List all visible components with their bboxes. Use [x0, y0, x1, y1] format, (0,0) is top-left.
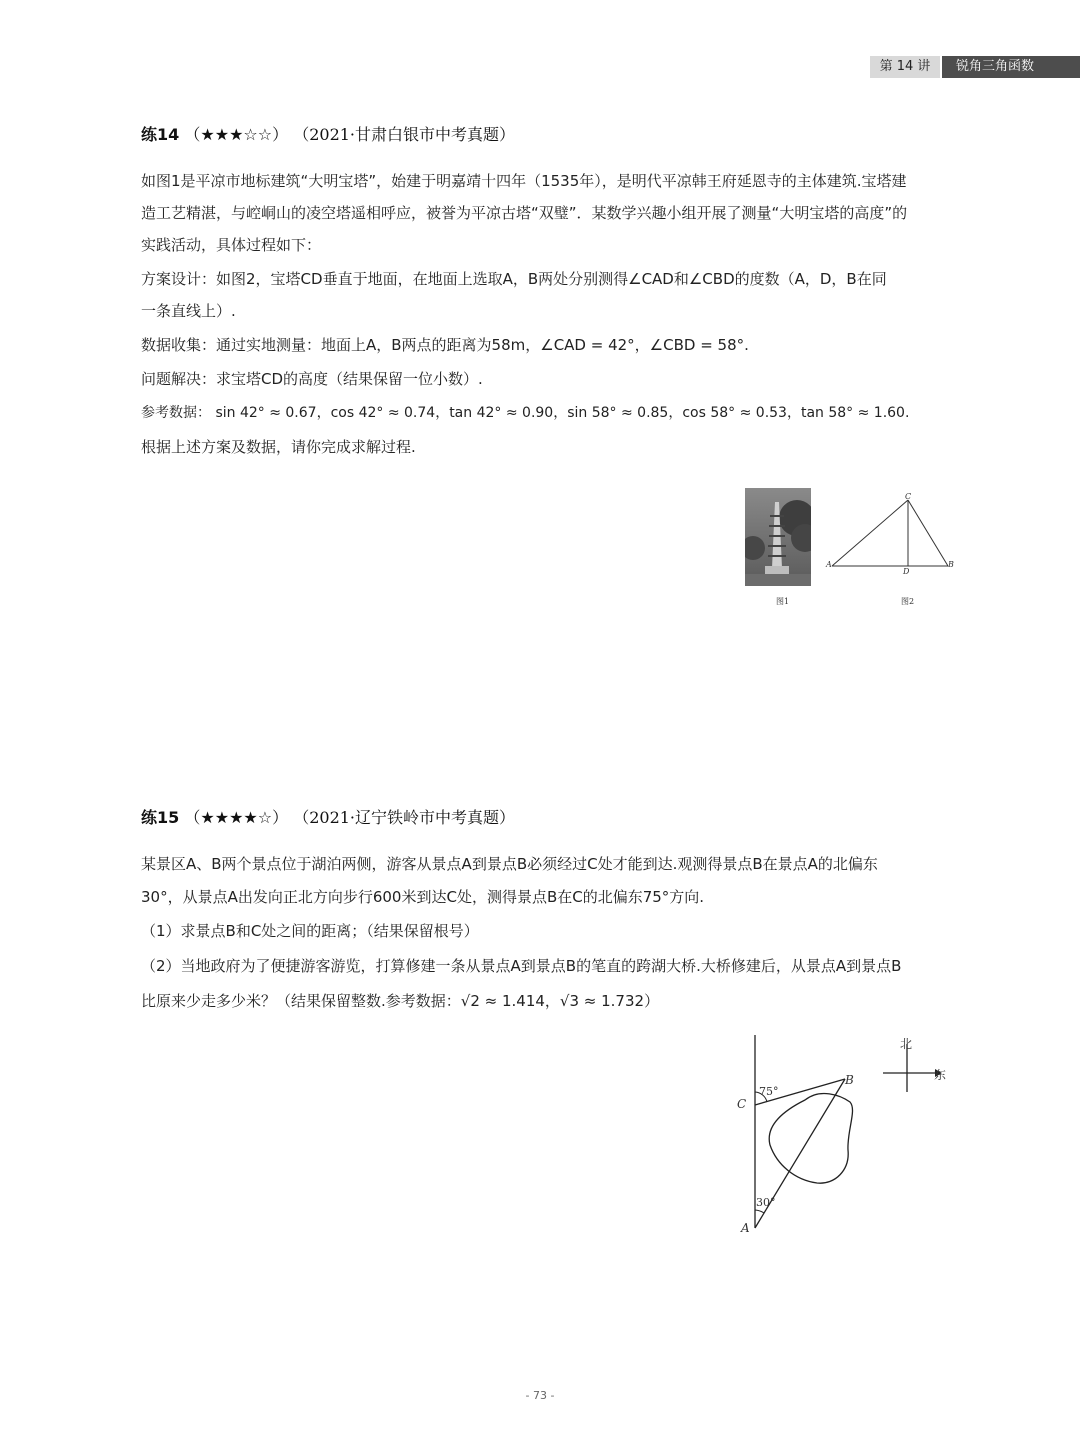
point-label-b: B	[948, 560, 954, 569]
exercise-14-line: 实践活动，具体过程如下：	[141, 236, 322, 254]
exercise-15-line: 30°，从景点A出发向正北方向步行600米到达C处，测得景点B在C的北偏东75°方向.	[141, 888, 705, 906]
figure-2-caption: 图2	[901, 597, 915, 606]
exercise-15-line: （1）求景点B和C处之间的距离；（结果保留根号）	[141, 922, 479, 940]
exercise-15-line: 比原来少走多少米？（结果保留整数.参考数据：√2 ≈ 1.414，√3 ≈ 1.732）	[141, 992, 660, 1010]
north-label: 北	[900, 1037, 913, 1051]
point-label-b: B	[845, 1073, 854, 1087]
exercise-14-source: （2021·甘肃白银市中考真题）	[293, 125, 516, 144]
figure-2-triangle	[822, 490, 962, 576]
exercise-15-line: 某景区A、B两个景点位于湖泊两侧，游客从景点A到景点B必须经过C处才能到达.观测得景点B在景点A的北偏东	[141, 855, 878, 873]
point-label-a: A	[826, 560, 832, 569]
exercise-14-label: 练14	[141, 125, 180, 144]
exercise-15-stars: （★★★★☆）	[184, 808, 289, 827]
point-label-d: D	[903, 567, 910, 576]
exercise-14-line: 数据收集：通过实地测量：地面上A，B两点的距离为58m，∠CAD = 42°，∠CBD = 58°.	[141, 336, 749, 354]
angle-30-label: 30°	[756, 1196, 776, 1209]
exercise-14-line: 方案设计：如图2，宝塔CD垂直于地面，在地面上选取A，B两处分别测得∠CAD和∠CBD的度数（A，D，B在同	[141, 270, 887, 288]
exercise-14-line: 一条直线上）.	[141, 302, 236, 320]
exercise-15-label: 练15	[141, 808, 180, 827]
figure-1-caption: 图1	[776, 597, 790, 606]
pagoda-photo	[745, 488, 811, 586]
exercise-14-title	[141, 122, 515, 145]
exercise-14-line: 问题解决：求宝塔CD的高度（结果保留一位小数）.	[141, 370, 483, 388]
east-label: 东	[934, 1068, 947, 1082]
exercise-15-source: （2021·辽宁铁岭市中考真题）	[293, 808, 516, 827]
exercise-14-line: 根据上述方案及数据，请你完成求解过程.	[141, 438, 416, 456]
page-number: - 73 -	[525, 1389, 555, 1402]
lesson-tab: 第 14 讲	[870, 56, 940, 78]
topic-tab: 锐角三角函数	[942, 56, 1080, 78]
exercise-14-stars: （★★★☆☆）	[184, 125, 289, 144]
exercise-14-line: 如图1是平凉市地标建筑“大明宝塔”，始建于明嘉靖十四年（1535年），是明代平凉韩王府延恩寺的主体建筑.宝塔建	[141, 172, 907, 190]
point-label-a: A	[741, 1221, 750, 1235]
point-label-c: C	[737, 1097, 747, 1111]
angle-75-label: 75°	[759, 1085, 779, 1098]
exercise-14-line: 造工艺精湛，与崆峒山的凌空塔遥相呼应，被誉为平凉古塔“双璧”．某数学兴趣小组开展了测量“大明宝塔的高度”的	[141, 204, 908, 222]
exercise-14-line: 参考数据： sin 42° ≈ 0.67，cos 42° ≈ 0.74，tan 42° ≈ 0.90，sin 58° ≈ 0.85，cos 58° ≈ 0.53，tan 58° ≈ 1.60.	[141, 405, 910, 421]
exercise-15-title	[141, 805, 515, 828]
point-label-c: C	[905, 492, 912, 501]
exercise-15-line: （2）当地政府为了便捷游客游览，打算修建一条从景点A到景点B的笔直的跨湖大桥.大桥修建后，从景点A到景点B	[141, 957, 902, 975]
